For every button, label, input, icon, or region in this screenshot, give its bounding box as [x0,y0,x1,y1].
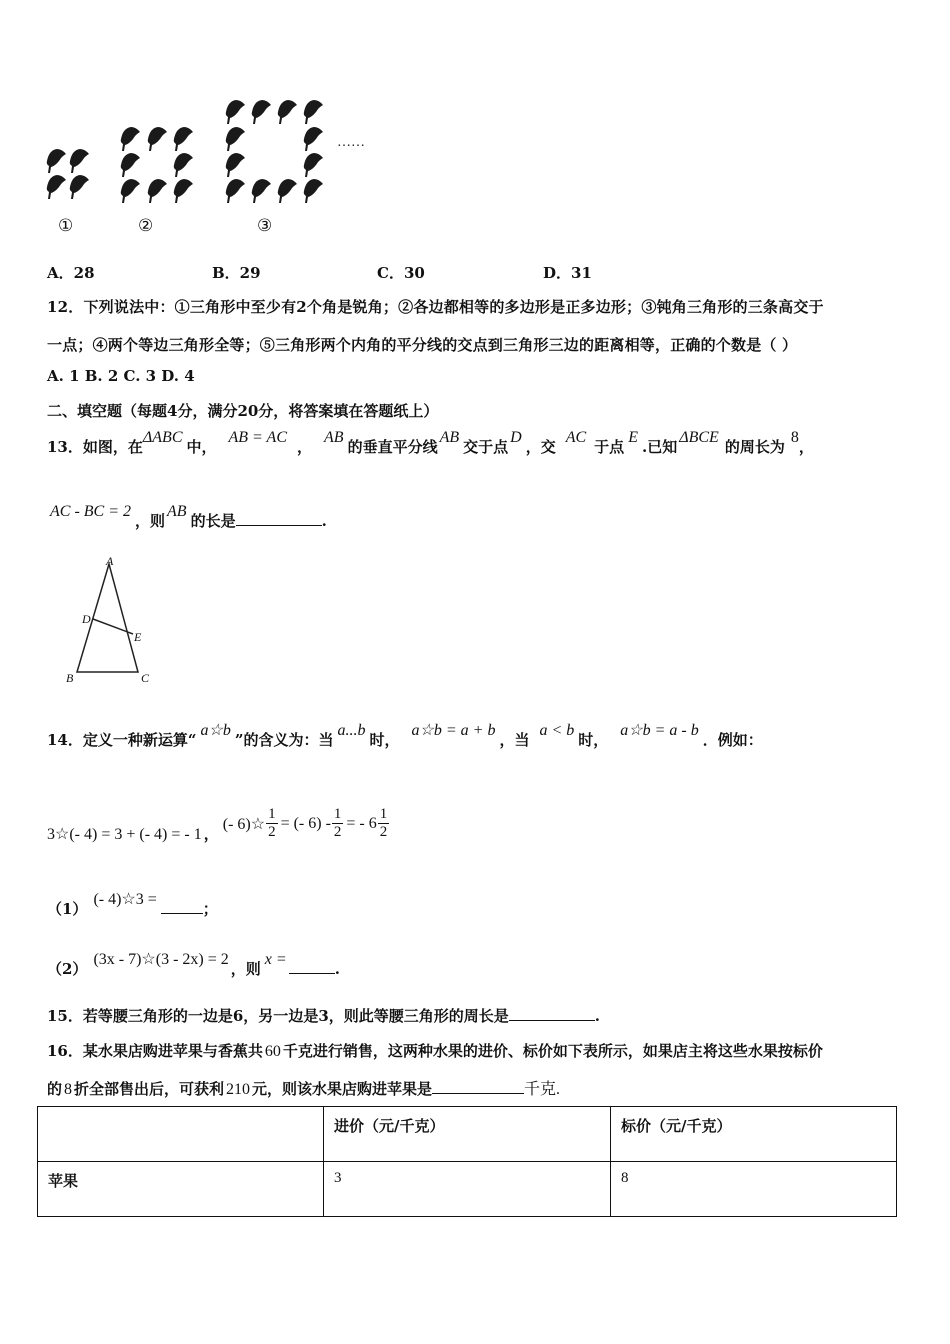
q14-example-2a: (- 6)☆ [222,815,266,833]
fraction-half [266,806,278,841]
q14-example-2c: = - 6 [346,814,377,832]
q14-part-1-blank[interactable] [161,898,203,914]
pattern-label-2: ② [138,216,154,235]
q16-number: 210 [226,1081,251,1098]
q13-line-1 [47,426,814,456]
q14-part-2-blank[interactable] [289,958,335,974]
table-header-cell [38,1107,324,1162]
q13-condition: AC - BC = 2 [50,503,132,520]
q15-answer-blank[interactable] [509,1005,595,1021]
q13-text: 的周长为 [724,438,785,456]
q13-line-2 [50,500,327,530]
q13-math: AC [565,429,587,446]
q14-text: ； [202,900,218,918]
table-header-cell: 标价（元/千克） [611,1107,897,1162]
q16-number: 60 [264,1043,281,1060]
q16-text: 的 [47,1080,63,1098]
q14-text: 时， [578,731,609,749]
q15-text: 15．若等腰三角形的一边是6，另一边是3，则此等腰三角形的周长是 [47,1007,509,1025]
q13-text: 交于点 [463,438,509,456]
vertex-d-label: D [82,612,91,626]
q16-number: 8 [64,1081,73,1098]
q11-option-c: C．30 [377,264,425,282]
q16-answer-blank[interactable] [432,1078,524,1094]
table-header-row [38,1107,897,1162]
q13-math: ΔABC [142,429,183,446]
q14-example-1: 3☆(- 4) = 3 + (- 4) = - 1 [47,825,202,843]
q13-text: ，则 [135,512,166,530]
pattern-2-marks [121,127,193,203]
triangle-figure [60,550,170,690]
q14-text: ”的含义为：当 [234,731,334,749]
q14-line-1 [47,719,763,749]
pattern-ellipsis: …… [337,135,365,150]
vertex-b-label: B [66,671,74,685]
q12-line-1: 12．下列说法中：①三角形中至少有2个角是锐角；②各边都相等的多边形是正多边形；③钝角三角形的三条高交于 [47,298,824,316]
q13-text: 的长是 [190,512,236,530]
vertex-c-label: C [141,671,150,685]
q13-text: ，交 [525,438,556,456]
q13-answer-blank[interactable] [236,510,322,526]
q13-math: AB [167,503,187,520]
table-cell: 苹果 [38,1162,324,1217]
q12-line-2: 一点；④两个等边三角形全等；⑤三角形两个内角的平分线的交点到三角形三边的距离相等，正确的个数是（ ） [47,336,798,354]
q13-math: E [628,429,638,446]
q14-example-separator: ， [203,825,219,843]
table-header-cell: 进价（元/千克） [324,1107,611,1162]
q14-examples [47,806,390,841]
q13-text: .已知 [641,438,678,456]
q14-math: a...b [337,722,366,739]
q13-math: D [510,429,522,446]
q13-math: ΔBCE [679,429,719,446]
table-cell: 8 [611,1162,897,1217]
q14-math: a☆b = a - b [620,722,699,739]
q16-line-1 [47,1040,823,1061]
q13-text: 13．如图，在 [47,438,143,456]
fraction-half [378,806,390,841]
table-cell: 3 [324,1162,611,1217]
q14-part-label: （1） [47,900,88,918]
pattern-3-marks [226,100,323,203]
q14-part-label: （2） [47,960,88,978]
fraction-half [332,806,344,841]
table-row [38,1162,897,1217]
q14-example-2b: = (- 6) - [280,814,331,832]
q11-option-d: D．31 [543,264,592,282]
vertex-e-label: E [134,630,142,644]
q11-option-a: A．28 [47,264,95,282]
q13-text: 的垂直平分线 [347,438,438,456]
q14-math: x = [264,951,287,968]
pattern-label-3: ③ [257,216,273,235]
q16-unit: 千克. [524,1081,561,1098]
fraction-den: 2 [268,824,276,840]
price-table [37,1106,897,1217]
q16-text: 元，则该水果店购进苹果是 [252,1080,433,1098]
q16-text: 16．某水果店购进苹果与香蕉共 [47,1042,263,1060]
q13-math: AB [439,429,460,446]
fraction-num: 1 [379,806,388,822]
q13-text: ， [798,438,814,456]
q14-text: . [334,960,340,978]
q15-end: . [594,1007,600,1025]
q14-math: a < b [539,722,575,739]
q16-text: 千克进行销售，这两种水果的进价、标价如下表所示，如果店主将这些水果按标价 [282,1042,823,1060]
q13-math: 8 [790,429,799,446]
q11-option-b: B．29 [212,264,261,282]
fraction-den: 2 [379,824,388,840]
q13-math: AB [324,429,344,446]
q14-part-1 [47,888,218,918]
pattern-figure [0,0,420,245]
pattern-label-1: ① [58,216,74,235]
section-heading: 二、填空题（每题4分，满分20分，将答案填在答题纸上） [47,402,439,420]
q14-text: 时， [369,731,400,749]
q13-text: . [321,512,327,530]
vertex-a-label: A [106,554,114,568]
q14-text: ，当 [499,731,530,749]
pattern-1-marks [47,149,89,199]
q14-text: ，则 [230,960,261,978]
q12-options: A. 1 B. 2 C. 3 D. 4 [47,367,195,385]
q13-math: AB = AC [228,429,287,446]
q13-text: 于点 [594,438,625,456]
q16-line-2 [47,1076,560,1099]
fraction-num: 1 [333,806,342,822]
segment-de [93,619,133,634]
q15 [47,1005,600,1026]
q14-math: a☆b = a + b [411,722,496,739]
q14-text: ．例如： [702,731,763,749]
q14-part-2 [47,948,340,978]
q13-text: 中， [186,438,217,456]
q14-part-2-expr: (3x - 7)☆(3 - 2x) = 2 [93,951,229,968]
fraction-num: 1 [268,806,276,822]
q13-text: ， [297,438,313,456]
fraction-den: 2 [333,824,342,840]
q14-part-1-expr: (- 4)☆3 = [93,891,157,908]
q14-math: a☆b [200,722,231,739]
q16-text: 折全部售出后，可获利 [74,1080,225,1098]
q14-text: 14．定义一种新运算“ [47,731,197,749]
